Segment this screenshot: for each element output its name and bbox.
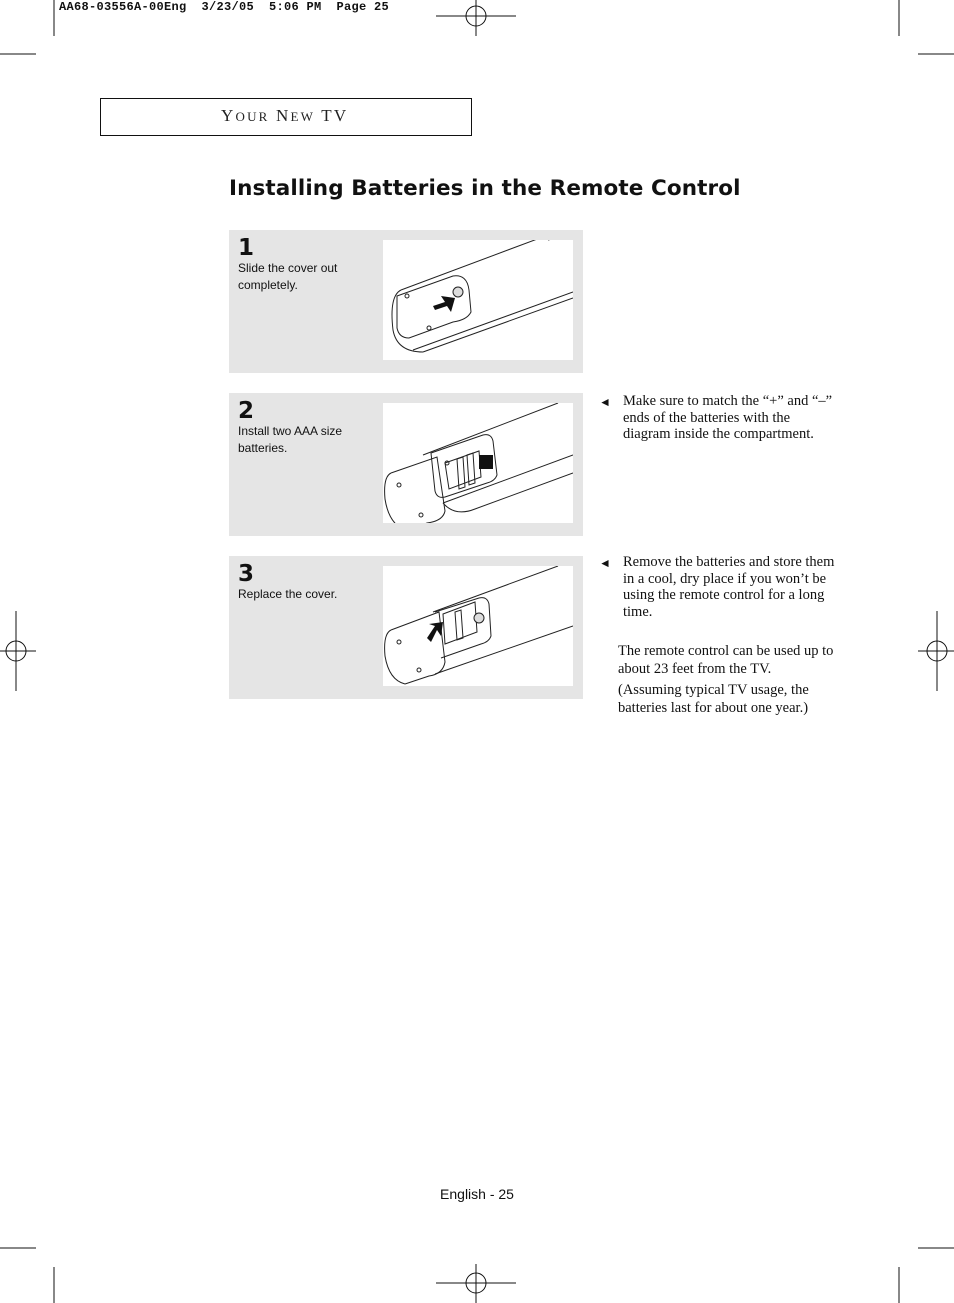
arrow-icon	[433, 296, 455, 312]
page-title: Installing Batteries in the Remote Control	[229, 176, 741, 201]
step-number: 2	[238, 398, 255, 424]
battery-install-illustration	[383, 403, 573, 523]
replace-cover-illustration	[383, 566, 573, 686]
step-number: 1	[238, 235, 255, 261]
print-slug: AA68-03556A-00Eng 3/23/05 5:06 PM Page 25	[59, 0, 390, 14]
battery-storage-note: Remove the batteries and store them in a cool, dry place if you won’t be using the remote control for a long time.	[623, 554, 835, 620]
step-2-panel	[229, 393, 583, 536]
step-3-panel	[229, 556, 583, 699]
step-1-panel	[229, 230, 583, 373]
remote-cover-sliding-illustration	[383, 240, 573, 360]
page-footer: English - 25	[440, 1186, 514, 1202]
battery-life-note: (Assuming typical TV usage, the batteries last for about one year.)	[618, 682, 809, 716]
range-note: The remote control can be used up to about 23 feet from the TV.	[618, 643, 834, 677]
step-instruction: Install two AAA size batteries.	[238, 424, 343, 455]
section-header-box	[100, 98, 472, 136]
step-instruction: Replace the cover.	[238, 587, 338, 601]
step-instruction: Slide the cover out completely.	[238, 261, 338, 292]
note-marker-icon: ◄	[599, 395, 611, 409]
battery-icon	[479, 455, 493, 469]
battery-orientation-note: Make sure to match the “+” and “–” ends of the batteries with the diagram inside the compartment.	[623, 393, 833, 442]
step-number: 3	[238, 561, 255, 587]
note-marker-icon: ◄	[599, 556, 611, 570]
arrow-icon	[427, 622, 443, 642]
section-title: YOUR NEW TV	[221, 106, 349, 125]
